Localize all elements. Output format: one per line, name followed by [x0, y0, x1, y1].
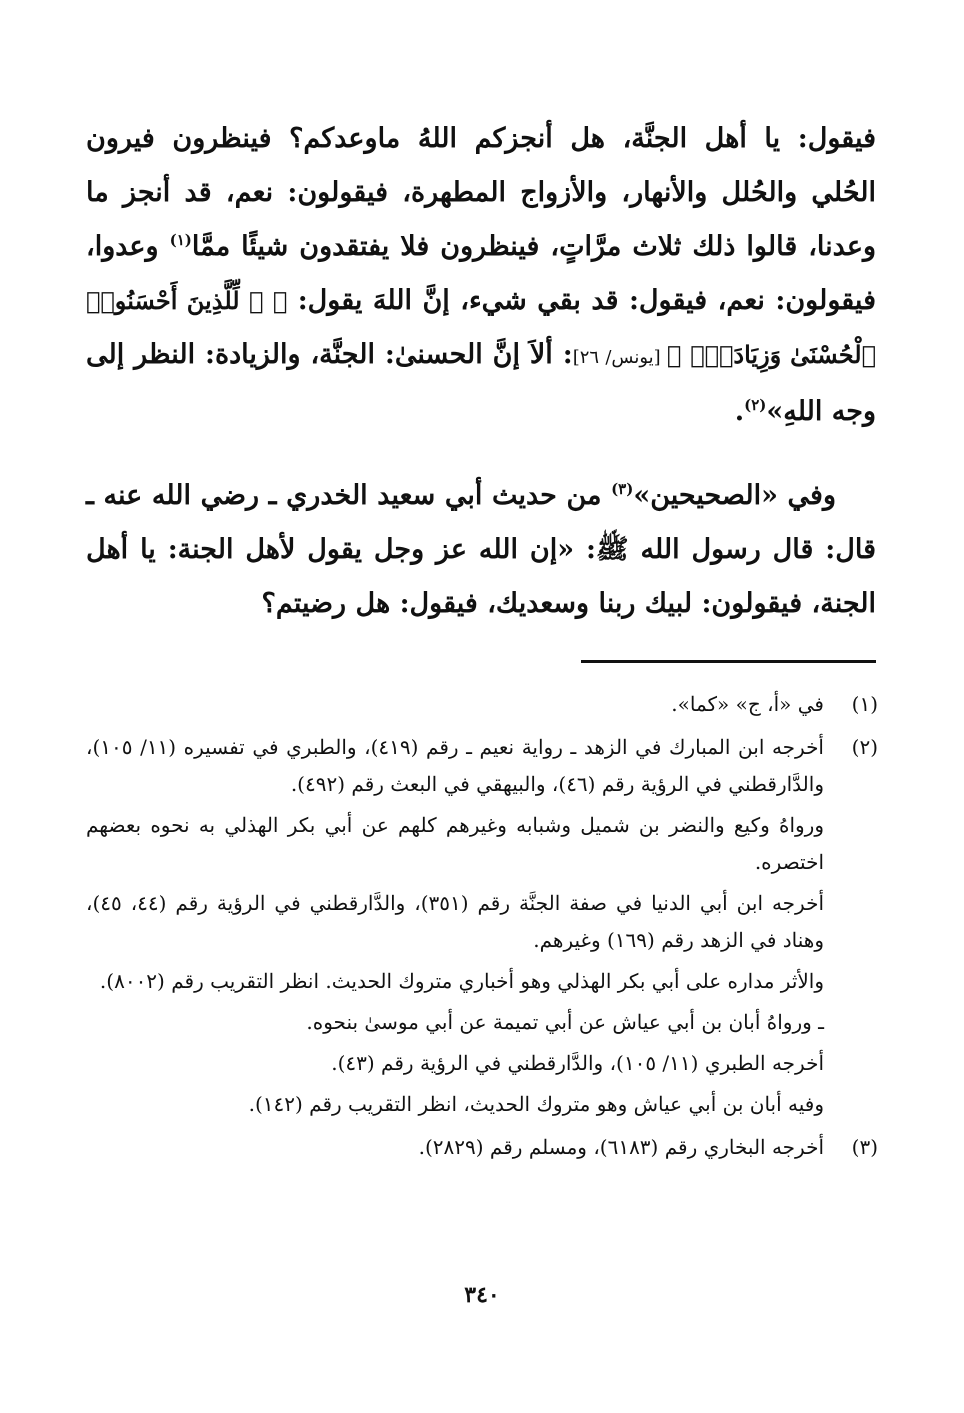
footnote-text: في «أ، ج» «كما». [671, 692, 824, 716]
p2-text-b: من حديث أبي سعيد الخدري ـ رضي الله عنه ـ قال: قال رسول الله ﷺ: «إن الله عز وجل يقول لأهل الجنة: يا أهل الجنة، فيقولون: لبيك ربنا وسعديك، فيقول: هل رضيتم؟ [86, 480, 876, 619]
footnote-text: أخرجه البخاري رقم (٦١٨٣)، ومسلم رقم (٢٨٢٩). [418, 1135, 824, 1159]
footnotes [86, 686, 878, 1172]
footnote-text: أخرجه ابن أبي الدنيا في صفة الجنَّة رقم (٣٥١)، والدَّارقطني في الرؤية رقم (٤٤، ٤٥)، وهناد في الزهد رقم (١٦٩) وغيرهم. [86, 891, 825, 952]
footnote-number: (١) [851, 692, 878, 716]
footnote-number: (٢) [851, 735, 878, 759]
p1-text-b: وعدوا، فيقولون: نعم، فيقول: قد بقي شيء، إنَّ اللهَ يقول: [86, 231, 876, 316]
p1-text-a: فيقول: يا أهل الجنَّة، هل أنجزكم اللهُ ماوعدكم؟ فينظرون فيرون الحُلي والحُلل والأنهار، والأزواج المطهرة، فيقولون: نعم، قد أنجز ما وعدنا، قالوا ذلك ثلاث مرَّاتٍ، فينظرون فلا يفتقدون شيئًا ممَّا [86, 123, 876, 262]
footnote-2 [86, 729, 878, 1127]
footnote-ref-2: (٢) [744, 396, 767, 414]
p1-text-d: . [734, 396, 745, 427]
main-text [86, 112, 876, 631]
footnote-text: ورواهُ وكيع والنضر بن شميل وشبابه وغيرهم كلهم عن أبي بكر الهذلي به نحوه بعضهم اختصره. [86, 813, 824, 874]
footnote-text: أخرجه ابن المبارك في الزهد ـ رواية نعيم ـ رقم (٤١٩)، والطبري في تفسيره (١١/ ١٠٥)، والدَّارقطني في الرؤية رقم (٤٦)، والبيهقي في البعث رقم (٤٩٢). [86, 735, 824, 796]
footnote-text: وفيه أبان بن أبي عياش وهو متروك الحديث، انظر التقريب رقم (١٤٢). [248, 1092, 824, 1116]
p1-text-c: : ألاَ إنَّ الحسنىٰ: الجنَّة، والزيادة: النظر إلى وجه اللهِ» [86, 339, 876, 427]
footnote-separator [581, 660, 876, 663]
footnote-text: والأثر مداره على أبي بكر الهذلي وهو أخباري متروك الحديث. انظر التقريب رقم (٨٠٠٢). [99, 969, 824, 993]
footnote-number: (٣) [851, 1135, 878, 1159]
paragraph-1 [86, 112, 876, 439]
footnote-text: أخرجه الطبري (١١/ ١٠٥)، والدَّارقطني في الرؤية رقم (٤٣). [331, 1051, 824, 1075]
footnote-ref-3: (٣) [611, 480, 634, 498]
footnote-1 [86, 686, 878, 727]
page-number: ٣٤٠ [464, 1282, 500, 1308]
footnote-3 [86, 1129, 878, 1170]
footnote-ref-1: (١) [169, 231, 192, 249]
p2-text-a: وفي «الصحيحين» [633, 480, 836, 511]
footnote-text: ـ ورواهُ أبان بن أبي عياش عن أبي تميمة عن أبي موسىٰ بنحوه. [306, 1010, 824, 1034]
paragraph-2 [86, 469, 876, 631]
quran-reference: [يونس/ ٢٦] [572, 347, 667, 368]
quran-verse: ﴿ ۞ لِّلَّذِينَ أَحْسَنُوا۟ ٱلْحُسْنَىٰ وَزِيَادَةٌۖ ﴾ [86, 286, 877, 369]
